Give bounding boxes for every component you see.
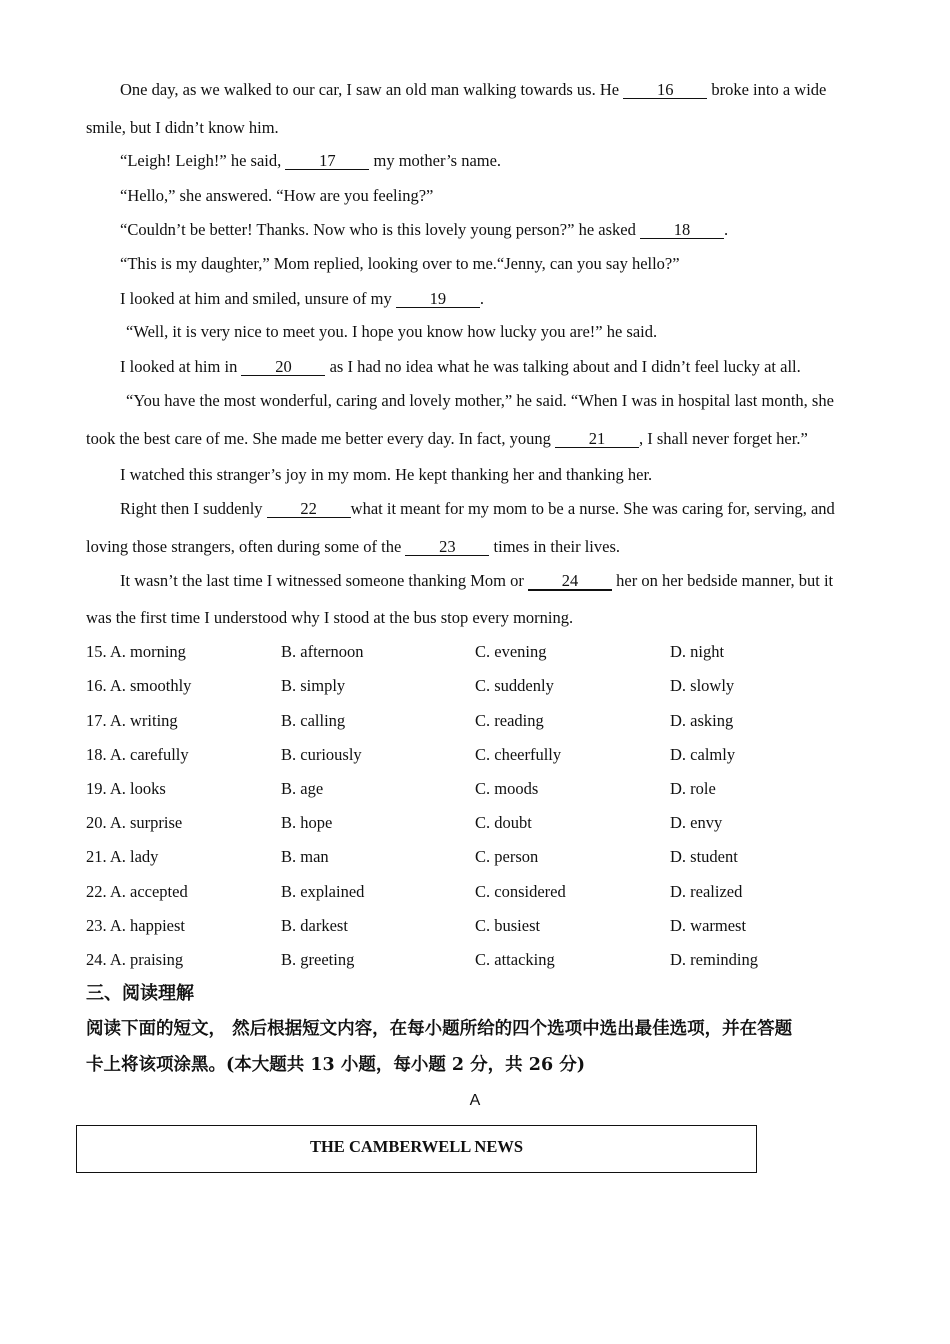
section-instruction: 卡上将该项涂黑。(本大题共 13 小题，每小题 2 分，共 26 分) [86, 1055, 585, 1075]
option-row [86, 745, 886, 765]
passage-line [120, 499, 835, 519]
passage-line [120, 571, 833, 591]
option-row [86, 950, 886, 970]
option-a: 20. A. surprise [86, 813, 183, 832]
passage-text: loving those strangers, often during some of the [86, 537, 406, 556]
passage-text: smile, but I didn’t know him. [86, 118, 279, 137]
option-a: 16. A. smoothly [86, 676, 192, 695]
option-d: D. student [670, 847, 738, 866]
option-a: 22. A. accepted [86, 882, 188, 901]
blank-21: 21 [555, 430, 639, 448]
option-row [86, 642, 886, 662]
passage-text: her on her bedside manner, but it [612, 571, 834, 590]
passage-text: , I shall never forget her.” [639, 429, 808, 448]
option-c: C. moods [475, 779, 539, 798]
option-row [86, 847, 886, 867]
section-instruction: 阅读下面的短文， 然后根据短文内容，在每小题所给的四个选项中选出最佳选项，并在答题 [86, 1019, 793, 1039]
option-b: B. curiously [281, 745, 362, 764]
option-row [86, 882, 886, 902]
passage-line [120, 151, 501, 171]
option-row [86, 779, 886, 799]
passage-text: “Hello,” she answered. “How are you feeling?” [120, 186, 434, 205]
blank-17: 17 [285, 152, 369, 170]
option-row [86, 676, 886, 696]
option-row [86, 813, 886, 833]
option-b: B. darkest [281, 916, 348, 935]
passage-text: One day, as we walked to our car, I saw an old man walking towards us. He [120, 80, 624, 99]
option-c: C. cheerfully [475, 745, 562, 764]
blank-18: 18 [640, 221, 724, 239]
passage-text: “Well, it is very nice to meet you. I hope you know how lucky you are!” he said. [126, 322, 658, 341]
option-b: B. calling [281, 711, 346, 730]
option-d: D. envy [670, 813, 723, 832]
passage-line [120, 254, 680, 274]
passage-line [126, 322, 657, 342]
option-row [86, 916, 886, 936]
passage-text: broke into a wide [707, 80, 827, 99]
option-c: C. attacking [475, 950, 555, 969]
passage-line [120, 220, 728, 240]
blank-20: 20 [241, 358, 325, 376]
option-a: 24. A. praising [86, 950, 184, 969]
blank-23: 23 [405, 538, 489, 556]
passage-text: what it meant for my mom to be a nurse. She was caring for, serving, and [350, 499, 835, 518]
option-row [86, 711, 886, 731]
option-c: C. person [475, 847, 539, 866]
passage-line [120, 465, 652, 485]
passage-text: “Couldn’t be better! Thanks. Now who is this lovely young person?” he asked [120, 220, 640, 239]
passage-line [86, 608, 573, 628]
blank-19: 19 [396, 290, 480, 308]
news-box [76, 1125, 757, 1173]
passage-text: Right then I suddenly [120, 499, 267, 518]
option-d: D. night [670, 642, 725, 661]
option-b: B. greeting [281, 950, 355, 969]
option-c: C. reading [475, 711, 544, 730]
option-d: D. calmly [670, 745, 736, 764]
part-label: A [469, 1092, 481, 1109]
blank-22: 22 [267, 500, 351, 518]
option-b: B. age [281, 779, 324, 798]
passage-line [126, 391, 834, 411]
option-d: D. realized [670, 882, 743, 901]
option-d: D. warmest [670, 916, 747, 935]
passage-line [86, 118, 279, 138]
passage-text: times in their lives. [489, 537, 621, 556]
passage-text: I looked at him in [120, 357, 242, 376]
option-a: 15. A. morning [86, 642, 186, 661]
passage-line [120, 357, 801, 377]
passage-line [86, 537, 620, 557]
news-title: THE CAMBERWELL NEWS [309, 1137, 524, 1156]
option-a: 17. A. writing [86, 711, 178, 730]
option-d: D. asking [670, 711, 734, 730]
option-d: D. role [670, 779, 716, 798]
passage-text: was the first time I understood why I stood at the bus stop every morning. [86, 608, 574, 627]
option-c: C. evening [475, 642, 547, 661]
passage-text: It wasn’t the last time I witnessed someone thanking Mom or [120, 571, 529, 590]
passage-line [86, 429, 808, 449]
section-heading: 三、阅读理解 [86, 983, 194, 1004]
passage-text: . [723, 220, 729, 239]
option-b: B. afternoon [281, 642, 364, 661]
passage-text: I looked at him and smiled, unsure of my [120, 289, 396, 308]
option-a: 21. A. lady [86, 847, 159, 866]
passage-text: “This is my daughter,” Mom replied, looking over to me.“Jenny, can you say hello?” [120, 254, 680, 273]
passage-line [120, 186, 433, 206]
passage-text: “You have the most wonderful, caring and lovely mother,” he said. “When I was in hospital last month, she [126, 391, 834, 410]
option-b: B. simply [281, 676, 346, 695]
passage-text: took the best care of me. She made me better every day. In fact, young [86, 429, 556, 448]
passage-line [120, 80, 826, 100]
passage-text: . [479, 289, 484, 308]
passage-text: I watched this stranger’s joy in my mom. He kept thanking her and thanking her. [120, 465, 653, 484]
option-b: B. explained [281, 882, 365, 901]
option-a: 19. A. looks [86, 779, 166, 798]
blank-16: 16 [623, 81, 707, 99]
passage-line [120, 289, 484, 309]
passage-text: “Leigh! Leigh!” he said, [120, 151, 286, 170]
option-d: D. reminding [670, 950, 758, 969]
passage-text: my mother’s name. [369, 151, 502, 170]
passage-text: as I had no idea what he was talking about and I didn’t feel lucky at all. [325, 357, 801, 376]
option-c: C. considered [475, 882, 566, 901]
option-c: C. suddenly [475, 676, 554, 695]
option-d: D. slowly [670, 676, 735, 695]
option-b: B. hope [281, 813, 333, 832]
option-a: 23. A. happiest [86, 916, 185, 935]
option-b: B. man [281, 847, 329, 866]
option-c: C. busiest [475, 916, 541, 935]
option-a: 18. A. carefully [86, 745, 189, 764]
blank-24: 24 [528, 572, 612, 591]
option-c: C. doubt [475, 813, 532, 832]
